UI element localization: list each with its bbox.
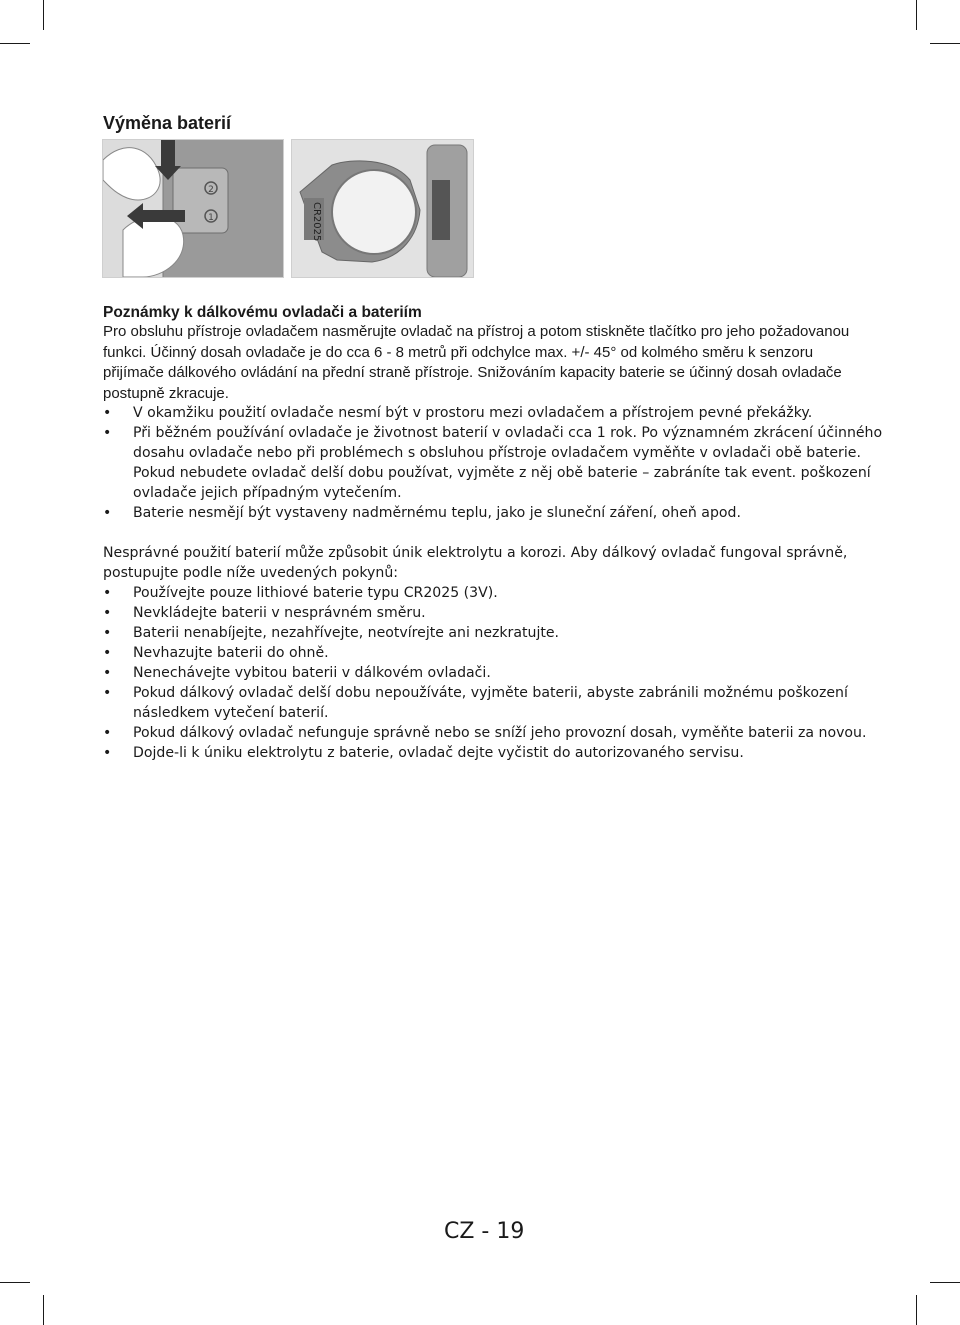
page-number: CZ - 19 bbox=[444, 1219, 525, 1244]
arrow-left-icon bbox=[143, 210, 185, 222]
crop-mark-top-right-v bbox=[916, 0, 917, 30]
crop-mark-bottom-left-h bbox=[0, 1282, 30, 1283]
arrow-down-icon bbox=[161, 140, 175, 166]
crop-mark-bottom-right-h bbox=[930, 1282, 960, 1283]
list-item: • Dojde-li k úniku elektrolytu z baterie, ovladač dejte vyčistit do autorizovaného servisu. bbox=[103, 745, 744, 761]
list-item: • Pokud dálkový ovladač nefunguje správně nebo se sníží jeho provozní dosah, vyměňte baterii za novou. bbox=[103, 725, 867, 741]
list-item: • Baterie nesmějí být vystaveny nadměrnému teplu, jako je sluneční záření, oheň apod. bbox=[103, 505, 741, 521]
bullet-icon: • bbox=[103, 585, 112, 601]
notes-intro: Pro obsluhu přístroje ovladačem nasměrujte ovladač na přístroj a potom stiskněte tlačítko pro jeho požadovanou funkci. Účinný dosah ovladače je do cca 6 - 8 metrů při odchylce max. +/- 45° od kolmého směru k senzoru přijímače dálkového ovládání na přední straně přístroje. Snižováním kapacity baterie se účinný dosah ovladače postupně zkracuje. bbox=[103, 323, 850, 402]
bullet-icon: • bbox=[103, 625, 112, 641]
figure-open-cover-step1-label: 1 bbox=[208, 213, 214, 223]
warning-intro: Nesprávné použití baterií může způsobit únik elektrolytu a korozi. Aby dálkový ovladač fungoval správně, postupujte podle níže uvedených pokynů: bbox=[103, 545, 848, 581]
list-item: • Nenechávejte vybitou baterii v dálkovém ovladači. bbox=[103, 665, 491, 681]
list-item: • Pokud dálkový ovladač delší dobu nepoužíváte, vyjměte baterii, abyste zabránili možnému poškození následkem vytečení baterií. bbox=[103, 685, 848, 721]
crop-mark-top-right-h bbox=[930, 43, 960, 44]
bullet-icon: • bbox=[103, 505, 112, 521]
figure-battery-holder-illustration bbox=[292, 140, 473, 277]
list-item: • Při běžném používání ovladače je životnost baterií v ovladači cca 1 rok. Po významném zkrácení účinného dosahu ovladače nebo při problémech s obsluhou přístroje ovladačem vyměňte v ovladači obě baterie. Pokud nebudete ovladač delší dobu používat, vyjměte z něj obě baterie – zabráníte tak event. poškození ovladače jejich případným vytečením. bbox=[103, 425, 883, 501]
crop-mark-top-left-h bbox=[0, 43, 30, 44]
figure-open-cover bbox=[102, 139, 284, 278]
list-item: • Používejte pouze lithiové baterie typu CR2025 (3V). bbox=[103, 585, 498, 601]
figure-open-cover-step2-label: 2 bbox=[208, 185, 214, 195]
notes-bullet-list bbox=[103, 403, 883, 523]
bullet-icon: • bbox=[103, 665, 112, 681]
list-item: • Nevkládejte baterii v nesprávném směru. bbox=[103, 605, 426, 621]
figure-open-cover-illustration bbox=[103, 140, 283, 277]
bullet-icon: • bbox=[103, 745, 112, 761]
notes-title: Poznámky k dálkovému ovladači a bateriím bbox=[103, 304, 422, 321]
list-item: • Baterii nenabíjejte, nezahřívejte, neotvírejte ani nezkratujte. bbox=[103, 625, 560, 641]
battery-type-label: CR2025 bbox=[311, 202, 322, 242]
crop-mark-bottom-right-v bbox=[916, 1295, 917, 1325]
bullet-icon: • bbox=[103, 645, 112, 661]
bullet-icon: • bbox=[103, 685, 112, 701]
warning-bullet-list bbox=[103, 583, 883, 763]
list-item: • Nevhazujte baterii do ohně. bbox=[103, 645, 329, 661]
crop-mark-bottom-left-v bbox=[43, 1295, 44, 1325]
bullet-icon: • bbox=[103, 605, 112, 621]
bullet-icon: • bbox=[103, 405, 112, 421]
list-item: • V okamžiku použití ovladače nesmí být v prostoru mezi ovladačem a přístrojem pevné překážky. bbox=[103, 405, 813, 421]
crop-mark-top-left-v bbox=[43, 0, 44, 30]
figure-battery-holder bbox=[291, 139, 474, 278]
bullet-icon: • bbox=[103, 425, 112, 441]
bullet-icon: • bbox=[103, 725, 112, 741]
page-title: Výměna baterií bbox=[103, 113, 232, 133]
